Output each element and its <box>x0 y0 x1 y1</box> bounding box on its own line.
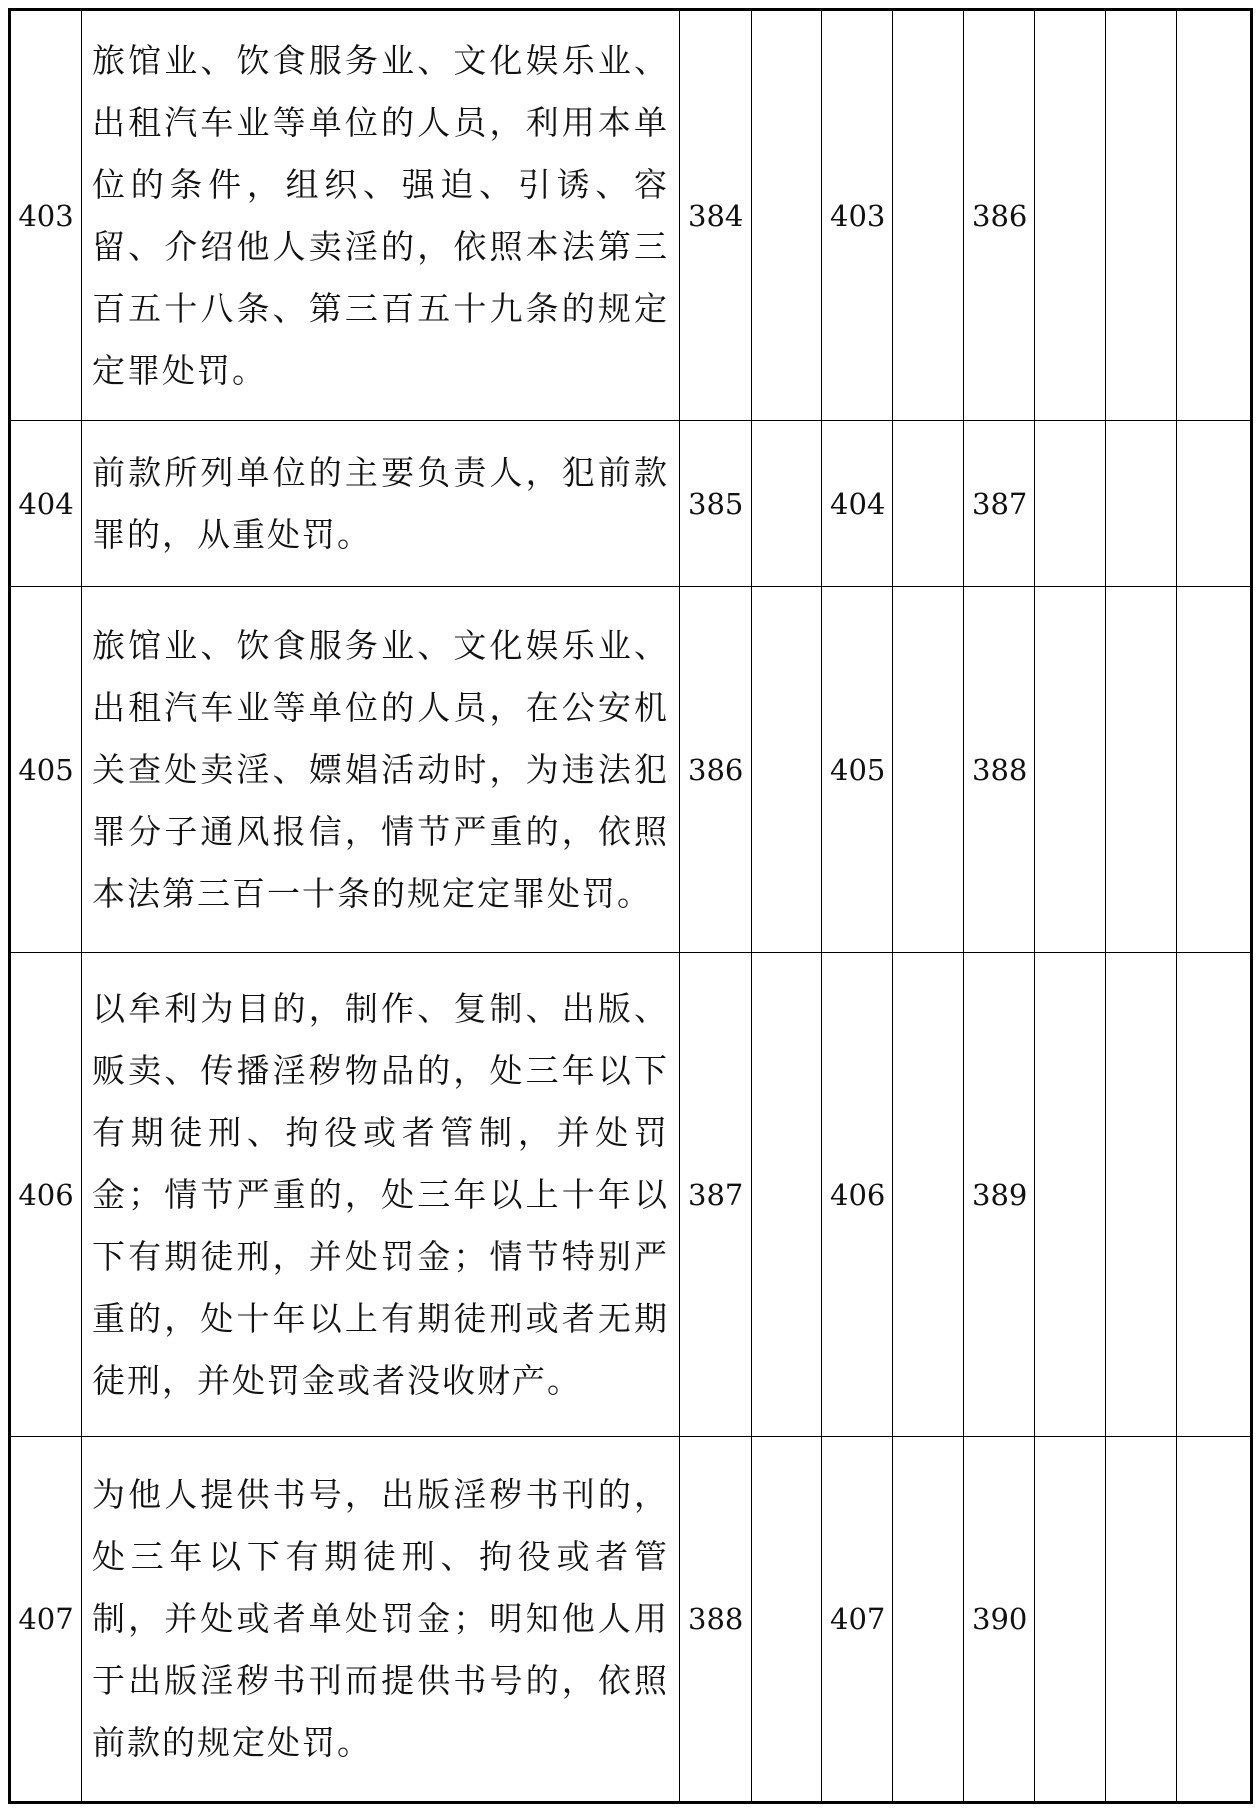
article-comparison-table <box>8 8 1253 1804</box>
ref-col-3: 388 <box>964 587 1035 953</box>
ref-col-2: 406 <box>822 953 893 1437</box>
empty-cell <box>1106 1437 1177 1803</box>
article-number: 407 <box>10 1437 82 1803</box>
empty-cell <box>1035 421 1106 587</box>
ref-col-1: 384 <box>680 10 752 421</box>
empty-cell <box>1177 587 1252 953</box>
article-number: 406 <box>10 953 82 1437</box>
empty-cell <box>893 421 964 587</box>
ref-col-1: 387 <box>680 953 752 1437</box>
article-text: 旅馆业、饮食服务业、文化娱乐业、出租汽车业等单位的人员，利用本单位的条件，组织、强迫、引诱、容留、介绍他人卖淫的，依照本法第三百五十八条、第三百五十九条的规定定罪处罚。 <box>82 10 680 421</box>
article-text: 以牟利为目的，制作、复制、出版、贩卖、传播淫秽物品的，处三年以下有期徒刑、拘役或者管制，并处罚金；情节严重的，处三年以上十年以下有期徒刑，并处罚金；情节特别严重的，处十年以上有期徒刑或者无期徒刑，并处罚金或者没收财产。 <box>82 953 680 1437</box>
empty-cell <box>752 587 822 953</box>
empty-cell <box>1035 1437 1106 1803</box>
ref-col-2: 404 <box>822 421 893 587</box>
empty-cell <box>1177 953 1252 1437</box>
table-row <box>10 587 1252 953</box>
table-row <box>10 1437 1252 1803</box>
article-text: 旅馆业、饮食服务业、文化娱乐业、出租汽车业等单位的人员，在公安机关查处卖淫、嫖娼活动时，为违法犯罪分子通风报信，情节严重的，依照本法第三百一十条的规定定罪处罚。 <box>82 587 680 953</box>
empty-cell <box>752 10 822 421</box>
ref-col-2: 403 <box>822 10 893 421</box>
empty-cell <box>1035 953 1106 1437</box>
table-row <box>10 953 1252 1437</box>
article-text: 为他人提供书号，出版淫秽书刊的，处三年以下有期徒刑、拘役或者管制，并处或者单处罚金；明知他人用于出版淫秽书刊而提供书号的，依照前款的规定处罚。 <box>82 1437 680 1803</box>
table-row <box>10 421 1252 587</box>
article-number: 403 <box>10 10 82 421</box>
ref-col-2: 405 <box>822 587 893 953</box>
ref-col-2: 407 <box>822 1437 893 1803</box>
empty-cell <box>1106 587 1177 953</box>
empty-cell <box>893 587 964 953</box>
ref-col-3: 390 <box>964 1437 1035 1803</box>
empty-cell <box>752 953 822 1437</box>
empty-cell <box>1177 10 1252 421</box>
ref-col-3: 389 <box>964 953 1035 1437</box>
empty-cell <box>1177 1437 1252 1803</box>
article-number: 405 <box>10 587 82 953</box>
ref-col-1: 385 <box>680 421 752 587</box>
article-text: 前款所列单位的主要负责人，犯前款罪的，从重处罚。 <box>82 421 680 587</box>
empty-cell <box>893 10 964 421</box>
ref-col-1: 386 <box>680 587 752 953</box>
empty-cell <box>752 421 822 587</box>
empty-cell <box>893 953 964 1437</box>
empty-cell <box>1035 587 1106 953</box>
empty-cell <box>1177 421 1252 587</box>
ref-col-3: 386 <box>964 10 1035 421</box>
table-row <box>10 10 1252 421</box>
empty-cell <box>893 1437 964 1803</box>
empty-cell <box>752 1437 822 1803</box>
empty-cell <box>1035 10 1106 421</box>
ref-col-1: 388 <box>680 1437 752 1803</box>
article-number: 404 <box>10 421 82 587</box>
empty-cell <box>1106 953 1177 1437</box>
empty-cell <box>1106 421 1177 587</box>
ref-col-3: 387 <box>964 421 1035 587</box>
article-table-wrapper <box>8 8 1253 1804</box>
empty-cell <box>1106 10 1177 421</box>
